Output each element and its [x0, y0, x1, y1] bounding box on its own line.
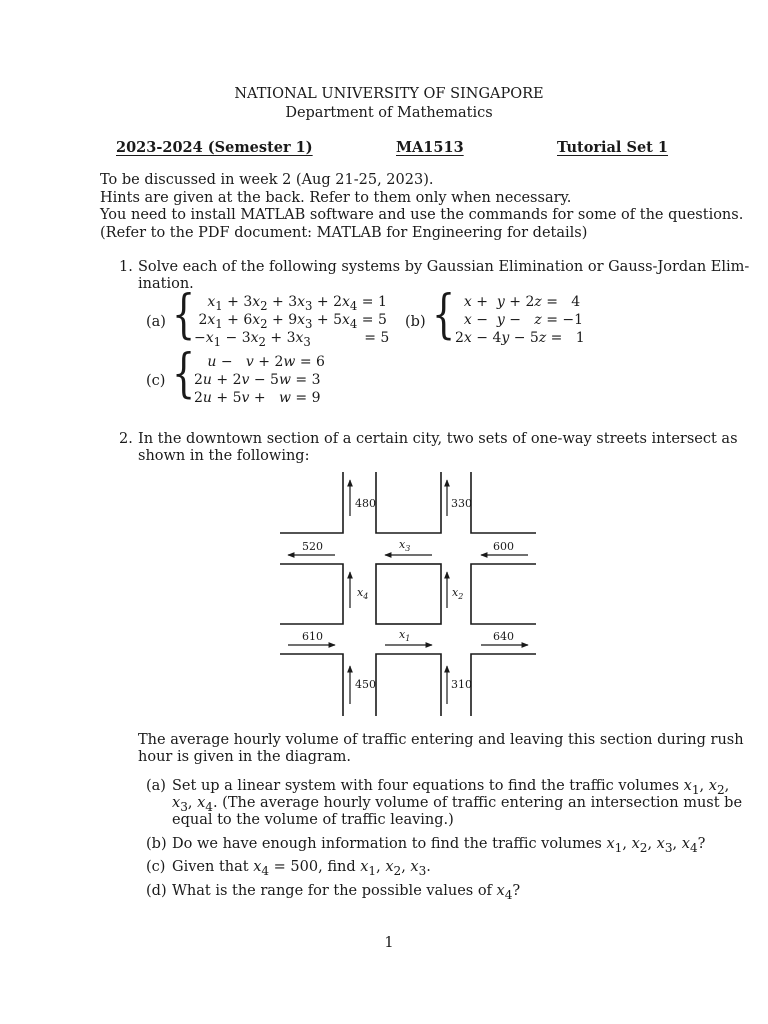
q2-part-b-label: (b) — [146, 836, 167, 852]
q2-text-line-1: In the downtown section of a certain city, two sets of one-way streets intersect as — [138, 431, 738, 447]
system-b-eq-1: x + y + 2z = 4 — [463, 294, 581, 310]
label-610: 610 — [302, 630, 323, 643]
page-number: 1 — [384, 935, 394, 951]
street-corner-top-left — [280, 472, 343, 533]
system-b-eq-2: x − y − z = −1 — [463, 312, 584, 328]
label-310: 310 — [451, 678, 472, 691]
q2-part-a-line-3: equal to the volume of traffic leaving.) — [172, 812, 454, 828]
q2-text-line-2: shown in the following: — [138, 448, 310, 464]
street-corner-top-right — [471, 472, 536, 533]
q2-part-a-line-1: Set up a linear system with four equations to find the traffic volumes $x_1$, $x_2$, — [172, 778, 730, 797]
label-x4: $x_4$ — [357, 586, 369, 601]
tutorial-set-label: Tutorial Set 1 — [557, 139, 669, 156]
brace-a: { — [172, 285, 196, 345]
q1-text-line-1: Solve each of the following systems by Gaussian Elimination or Gauss-Jordan Elim- — [138, 259, 750, 275]
intro-line-4: (Refer to the PDF document: MATLAB for Engineering for details) — [100, 225, 588, 241]
label-480: 480 — [355, 497, 376, 510]
street-block-middle-right — [471, 564, 536, 624]
system-b-eq-3: 2x − 4y − 5z = 1 — [455, 330, 585, 346]
semester-label: 2023-2024 (Semester 1) — [116, 139, 313, 156]
q2-paragraph-line-2: hour is given in the diagram. — [138, 749, 351, 765]
street-block-bottom-middle — [376, 654, 441, 716]
system-c-eq-3: 2u + 5v + w = 9 — [194, 390, 321, 406]
q2-part-c-label: (c) — [146, 859, 166, 875]
street-block-top-middle — [376, 472, 441, 533]
q2-part-d-text: What is the range for the possible values of $x_4$? — [172, 883, 521, 902]
q2-part-a-line-2: $x_3$, $x_4$. (The average hourly volume of traffic entering an intersection must be — [172, 795, 743, 814]
q2-number: 2. — [119, 431, 133, 447]
intro-line-2: Hints are given at the back. Refer to them only when necessary. — [100, 190, 572, 206]
q2-paragraph-line-1: The average hourly volume of traffic entering and leaving this section during rush — [138, 732, 744, 748]
street-block-center — [376, 564, 441, 624]
course-code: MA1513 — [396, 139, 464, 156]
system-a-eq-1: $x_1 + 3x_2 + 3x_3 + 2x_4 = 1$ — [207, 294, 387, 313]
intro-line-1: To be discussed in week 2 (Aug 21-25, 2023). — [100, 172, 434, 188]
label-450: 450 — [355, 678, 376, 691]
label-330: 330 — [451, 497, 472, 510]
system-c-eq-1: u − v + 2w = 6 — [207, 354, 325, 370]
q1-number: 1. — [119, 259, 133, 275]
q2-part-a-label: (a) — [146, 778, 166, 794]
street-corner-bottom-left — [280, 654, 343, 716]
q1-text-line-2: ination. — [138, 276, 194, 292]
brace-c: { — [172, 344, 196, 404]
system-a-eq-3: $-x_1 - 3x_2 + 3x_3$ = 5 — [194, 330, 390, 349]
label-640: 640 — [493, 630, 514, 643]
q2-part-b-text: Do we have enough information to find the traffic volumes $x_1$, $x_2$, $x_3$, $x_4$? — [172, 836, 706, 855]
q1-part-b-label: (b) — [405, 314, 426, 330]
street-block-middle-left — [280, 564, 343, 624]
label-x1: $x_1$ — [399, 628, 411, 643]
label-520: 520 — [302, 540, 323, 553]
street-corner-bottom-right — [471, 654, 536, 716]
department-name: Department of Mathematics — [285, 105, 493, 121]
label-600: 600 — [493, 540, 514, 553]
brace-b: { — [432, 285, 456, 345]
system-c-eq-2: 2u + 2v − 5w = 3 — [194, 372, 321, 388]
q1-part-c-label: (c) — [146, 373, 166, 389]
q2-part-d-label: (d) — [146, 883, 167, 899]
university-name: NATIONAL UNIVERSITY OF SINGAPORE — [234, 86, 544, 102]
q2-part-c-text: Given that $x_4 = 500$, find $x_1$, $x_2$, $x_3$. — [172, 859, 431, 878]
intro-line-3: You need to install MATLAB software and use the commands for some of the questions. — [100, 207, 744, 223]
system-a-eq-2: $2x_1 + 6x_2 + 9x_3 + 5x_4 = 5$ — [194, 312, 387, 331]
q1-part-a-label: (a) — [146, 314, 166, 330]
label-x2: $x_2$ — [452, 586, 464, 601]
label-x3: $x_3$ — [399, 538, 411, 553]
